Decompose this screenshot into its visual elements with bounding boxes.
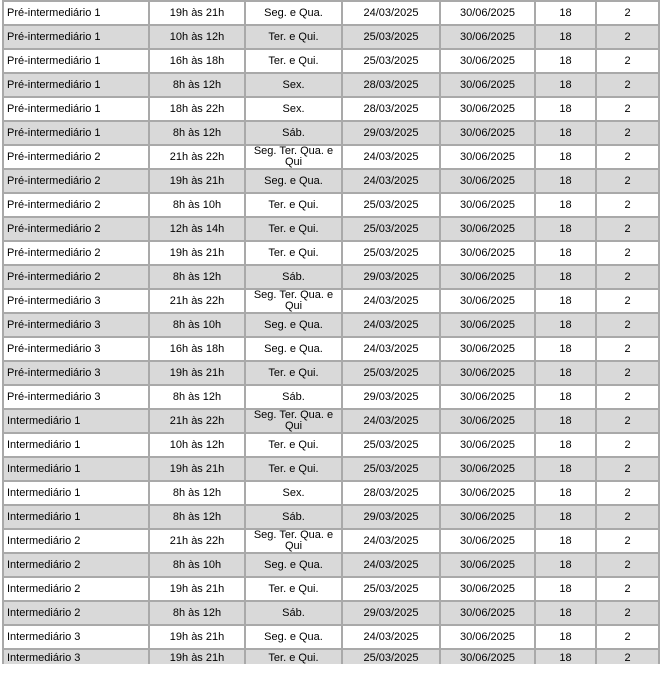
count-cell: 2 — [596, 217, 659, 241]
start-date-cell: 29/03/2025 — [342, 121, 440, 145]
time-cell: 21h às 22h — [149, 145, 245, 169]
table-row — [3, 1, 659, 25]
count-cell: 2 — [596, 505, 659, 529]
end-date-cell: 30/06/2025 — [440, 337, 535, 361]
time-cell: 8h às 12h — [149, 505, 245, 529]
table-row — [3, 337, 659, 361]
table-row — [3, 25, 659, 49]
count-cell: 2 — [596, 25, 659, 49]
count-cell: 18 — [535, 265, 596, 289]
end-date-cell: 30/06/2025 — [440, 361, 535, 385]
table-row — [3, 529, 659, 553]
table-row — [3, 217, 659, 241]
start-date-cell: 29/03/2025 — [342, 265, 440, 289]
level-cell: Intermediário 3 — [3, 649, 149, 664]
days-cell: Seg. Ter. Qua. e Qui — [245, 409, 342, 433]
level-cell: Pré-intermediário 3 — [3, 361, 149, 385]
start-date-cell: 28/03/2025 — [342, 97, 440, 121]
count-cell: 18 — [535, 577, 596, 601]
count-cell: 2 — [596, 625, 659, 649]
level-cell: Pré-intermediário 3 — [3, 289, 149, 313]
time-cell: 21h às 22h — [149, 409, 245, 433]
count-cell: 2 — [596, 241, 659, 265]
days-cell: Seg. e Qua. — [245, 337, 342, 361]
table-row — [3, 121, 659, 145]
end-date-cell: 30/06/2025 — [440, 457, 535, 481]
days-cell: Ter. e Qui. — [245, 457, 342, 481]
count-cell: 2 — [596, 457, 659, 481]
start-date-cell: 28/03/2025 — [342, 73, 440, 97]
level-cell: Intermediário 2 — [3, 577, 149, 601]
days-cell: Sex. — [245, 97, 342, 121]
time-cell: 19h às 21h — [149, 457, 245, 481]
start-date-cell: 29/03/2025 — [342, 601, 440, 625]
table-row — [3, 601, 659, 625]
count-cell: 2 — [596, 601, 659, 625]
level-cell: Pré-intermediário 3 — [3, 337, 149, 361]
table-row — [3, 313, 659, 337]
start-date-cell: 25/03/2025 — [342, 193, 440, 217]
count-cell: 18 — [535, 73, 596, 97]
count-cell: 2 — [596, 121, 659, 145]
end-date-cell: 30/06/2025 — [440, 505, 535, 529]
days-cell: Seg. e Qua. — [245, 313, 342, 337]
end-date-cell: 30/06/2025 — [440, 649, 535, 664]
days-cell: Sex. — [245, 73, 342, 97]
count-cell: 18 — [535, 169, 596, 193]
table-row — [3, 577, 659, 601]
count-cell: 2 — [596, 433, 659, 457]
level-cell: Pré-intermediário 2 — [3, 169, 149, 193]
table-row — [3, 73, 659, 97]
end-date-cell: 30/06/2025 — [440, 529, 535, 553]
table-row — [3, 361, 659, 385]
end-date-cell: 30/06/2025 — [440, 1, 535, 25]
days-cell: Ter. e Qui. — [245, 649, 342, 664]
level-cell: Pré-intermediário 2 — [3, 217, 149, 241]
end-date-cell: 30/06/2025 — [440, 241, 535, 265]
table-row — [3, 289, 659, 313]
days-cell: Ter. e Qui. — [245, 49, 342, 73]
end-date-cell: 30/06/2025 — [440, 169, 535, 193]
start-date-cell: 25/03/2025 — [342, 457, 440, 481]
table-row — [3, 265, 659, 289]
count-cell: 18 — [535, 1, 596, 25]
end-date-cell: 30/06/2025 — [440, 385, 535, 409]
days-cell: Seg. Ter. Qua. e Qui — [245, 289, 342, 313]
start-date-cell: 24/03/2025 — [342, 409, 440, 433]
time-cell: 8h às 12h — [149, 121, 245, 145]
count-cell: 2 — [596, 481, 659, 505]
time-cell: 16h às 18h — [149, 337, 245, 361]
table-row — [3, 409, 659, 433]
count-cell: 18 — [535, 241, 596, 265]
level-cell: Intermediário 1 — [3, 481, 149, 505]
count-cell: 2 — [596, 97, 659, 121]
start-date-cell: 25/03/2025 — [342, 361, 440, 385]
end-date-cell: 30/06/2025 — [440, 433, 535, 457]
count-cell: 18 — [535, 601, 596, 625]
end-date-cell: 30/06/2025 — [440, 313, 535, 337]
end-date-cell: 30/06/2025 — [440, 601, 535, 625]
time-cell: 8h às 12h — [149, 385, 245, 409]
time-cell: 21h às 22h — [149, 529, 245, 553]
count-cell: 2 — [596, 529, 659, 553]
table-row — [3, 649, 659, 664]
table-row — [3, 385, 659, 409]
level-cell: Intermediário 1 — [3, 409, 149, 433]
days-cell: Seg. e Qua. — [245, 625, 342, 649]
table-body — [3, 1, 659, 664]
count-cell: 2 — [596, 409, 659, 433]
table-row — [3, 49, 659, 73]
count-cell: 18 — [535, 505, 596, 529]
table-row — [3, 481, 659, 505]
time-cell: 8h às 10h — [149, 193, 245, 217]
level-cell: Pré-intermediário 1 — [3, 73, 149, 97]
start-date-cell: 24/03/2025 — [342, 529, 440, 553]
count-cell: 18 — [535, 25, 596, 49]
start-date-cell: 25/03/2025 — [342, 217, 440, 241]
start-date-cell: 28/03/2025 — [342, 481, 440, 505]
start-date-cell: 25/03/2025 — [342, 433, 440, 457]
days-cell: Sáb. — [245, 601, 342, 625]
time-cell: 8h às 12h — [149, 601, 245, 625]
count-cell: 18 — [535, 385, 596, 409]
start-date-cell: 24/03/2025 — [342, 337, 440, 361]
table-row — [3, 97, 659, 121]
count-cell: 2 — [596, 385, 659, 409]
days-cell: Sáb. — [245, 505, 342, 529]
count-cell: 2 — [596, 337, 659, 361]
count-cell: 18 — [535, 529, 596, 553]
level-cell: Pré-intermediário 1 — [3, 97, 149, 121]
days-cell: Sex. — [245, 481, 342, 505]
end-date-cell: 30/06/2025 — [440, 145, 535, 169]
count-cell: 2 — [596, 577, 659, 601]
start-date-cell: 24/03/2025 — [342, 289, 440, 313]
start-date-cell: 24/03/2025 — [342, 625, 440, 649]
days-cell: Seg. e Qua. — [245, 1, 342, 25]
time-cell: 8h às 12h — [149, 265, 245, 289]
start-date-cell: 25/03/2025 — [342, 577, 440, 601]
time-cell: 19h às 21h — [149, 1, 245, 25]
level-cell: Pré-intermediário 2 — [3, 265, 149, 289]
count-cell: 2 — [596, 649, 659, 664]
end-date-cell: 30/06/2025 — [440, 553, 535, 577]
time-cell: 10h às 12h — [149, 433, 245, 457]
time-cell: 16h às 18h — [149, 49, 245, 73]
level-cell: Intermediário 3 — [3, 625, 149, 649]
level-cell: Intermediário 2 — [3, 529, 149, 553]
count-cell: 2 — [596, 265, 659, 289]
start-date-cell: 24/03/2025 — [342, 145, 440, 169]
table-row — [3, 241, 659, 265]
start-date-cell: 24/03/2025 — [342, 169, 440, 193]
count-cell: 18 — [535, 457, 596, 481]
count-cell: 18 — [535, 481, 596, 505]
start-date-cell: 29/03/2025 — [342, 505, 440, 529]
level-cell: Pré-intermediário 1 — [3, 25, 149, 49]
days-cell: Sáb. — [245, 385, 342, 409]
end-date-cell: 30/06/2025 — [440, 193, 535, 217]
level-cell: Pré-intermediário 3 — [3, 313, 149, 337]
end-date-cell: 30/06/2025 — [440, 289, 535, 313]
end-date-cell: 30/06/2025 — [440, 25, 535, 49]
count-cell: 18 — [535, 121, 596, 145]
end-date-cell: 30/06/2025 — [440, 73, 535, 97]
end-date-cell: 30/06/2025 — [440, 217, 535, 241]
days-cell: Ter. e Qui. — [245, 433, 342, 457]
count-cell: 18 — [535, 433, 596, 457]
count-cell: 2 — [596, 145, 659, 169]
level-cell: Pré-intermediário 3 — [3, 385, 149, 409]
table-row — [3, 193, 659, 217]
days-cell: Seg. e Qua. — [245, 553, 342, 577]
end-date-cell: 30/06/2025 — [440, 265, 535, 289]
days-cell: Ter. e Qui. — [245, 217, 342, 241]
time-cell: 8h às 12h — [149, 73, 245, 97]
table-row — [3, 145, 659, 169]
table-row — [3, 625, 659, 649]
count-cell: 18 — [535, 289, 596, 313]
days-cell: Ter. e Qui. — [245, 577, 342, 601]
days-cell: Seg. Ter. Qua. e Qui — [245, 145, 342, 169]
days-cell: Sáb. — [245, 121, 342, 145]
start-date-cell: 24/03/2025 — [342, 313, 440, 337]
days-cell: Seg. e Qua. — [245, 169, 342, 193]
count-cell: 18 — [535, 625, 596, 649]
level-cell: Pré-intermediário 1 — [3, 49, 149, 73]
time-cell: 19h às 21h — [149, 361, 245, 385]
time-cell: 19h às 21h — [149, 577, 245, 601]
count-cell: 18 — [535, 217, 596, 241]
count-cell: 2 — [596, 313, 659, 337]
count-cell: 18 — [535, 313, 596, 337]
days-cell: Ter. e Qui. — [245, 25, 342, 49]
time-cell: 12h às 14h — [149, 217, 245, 241]
count-cell: 18 — [535, 145, 596, 169]
days-cell: Ter. e Qui. — [245, 241, 342, 265]
count-cell: 2 — [596, 193, 659, 217]
count-cell: 18 — [535, 409, 596, 433]
time-cell: 19h às 21h — [149, 169, 245, 193]
level-cell: Intermediário 1 — [3, 457, 149, 481]
table-row — [3, 457, 659, 481]
table-row — [3, 433, 659, 457]
time-cell: 21h às 22h — [149, 289, 245, 313]
level-cell: Intermediário 2 — [3, 601, 149, 625]
table-row — [3, 169, 659, 193]
count-cell: 2 — [596, 289, 659, 313]
count-cell: 18 — [535, 553, 596, 577]
level-cell: Pré-intermediário 2 — [3, 193, 149, 217]
end-date-cell: 30/06/2025 — [440, 97, 535, 121]
days-cell: Ter. e Qui. — [245, 361, 342, 385]
count-cell: 2 — [596, 1, 659, 25]
level-cell: Intermediário 2 — [3, 553, 149, 577]
time-cell: 19h às 21h — [149, 649, 245, 664]
end-date-cell: 30/06/2025 — [440, 577, 535, 601]
time-cell: 8h às 12h — [149, 481, 245, 505]
count-cell: 18 — [535, 361, 596, 385]
start-date-cell: 25/03/2025 — [342, 25, 440, 49]
count-cell: 18 — [535, 49, 596, 73]
start-date-cell: 29/03/2025 — [342, 385, 440, 409]
count-cell: 18 — [535, 649, 596, 664]
days-cell: Seg. Ter. Qua. e Qui — [245, 529, 342, 553]
count-cell: 2 — [596, 49, 659, 73]
time-cell: 8h às 10h — [149, 553, 245, 577]
days-cell: Ter. e Qui. — [245, 193, 342, 217]
level-cell: Pré-intermediário 2 — [3, 241, 149, 265]
level-cell: Pré-intermediário 1 — [3, 1, 149, 25]
level-cell: Intermediário 1 — [3, 505, 149, 529]
count-cell: 2 — [596, 553, 659, 577]
start-date-cell: 24/03/2025 — [342, 553, 440, 577]
time-cell: 19h às 21h — [149, 241, 245, 265]
level-cell: Pré-intermediário 1 — [3, 121, 149, 145]
start-date-cell: 25/03/2025 — [342, 649, 440, 664]
start-date-cell: 25/03/2025 — [342, 49, 440, 73]
count-cell: 2 — [596, 73, 659, 97]
end-date-cell: 30/06/2025 — [440, 409, 535, 433]
level-cell: Intermediário 1 — [3, 433, 149, 457]
days-cell: Sáb. — [245, 265, 342, 289]
end-date-cell: 30/06/2025 — [440, 481, 535, 505]
time-cell: 8h às 10h — [149, 313, 245, 337]
start-date-cell: 24/03/2025 — [342, 1, 440, 25]
count-cell: 2 — [596, 361, 659, 385]
end-date-cell: 30/06/2025 — [440, 625, 535, 649]
count-cell: 18 — [535, 193, 596, 217]
count-cell: 18 — [535, 337, 596, 361]
time-cell: 10h às 12h — [149, 25, 245, 49]
class-schedule-table — [2, 0, 660, 664]
time-cell: 18h às 22h — [149, 97, 245, 121]
start-date-cell: 25/03/2025 — [342, 241, 440, 265]
end-date-cell: 30/06/2025 — [440, 49, 535, 73]
count-cell: 2 — [596, 169, 659, 193]
count-cell: 18 — [535, 97, 596, 121]
time-cell: 19h às 21h — [149, 625, 245, 649]
end-date-cell: 30/06/2025 — [440, 121, 535, 145]
table-row — [3, 553, 659, 577]
table-row — [3, 505, 659, 529]
level-cell: Pré-intermediário 2 — [3, 145, 149, 169]
